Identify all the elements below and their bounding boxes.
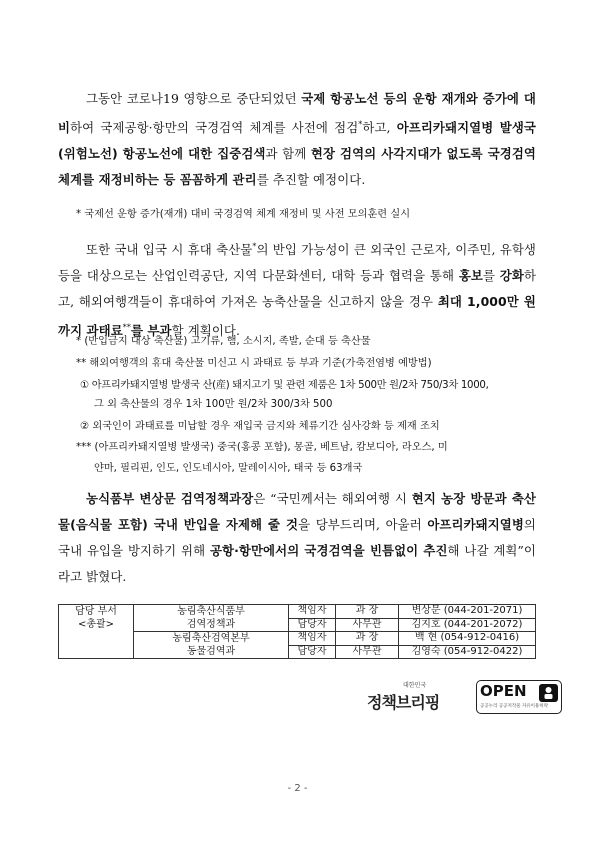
note-foreigner-sanctions: ② 외국인이 과태료를 미납할 경우 재입국 금지와 체류기간 심사강화 등 제재 조치 <box>80 421 440 432</box>
text: 을 당부드리며, 아울러 <box>298 517 428 532</box>
dept-cell <box>59 605 134 659</box>
open-caption: 공공누리 공공저작물 자유이용허락 <box>480 704 549 709</box>
emphasis: 아프리카돼지열병 발생국(위험노선) 항공노선에 대한 집중검색 <box>58 120 536 162</box>
office-cell <box>134 632 289 659</box>
text: 은 “국민께서는 해외여행 시 <box>253 491 412 506</box>
emphasis: 농식품부 변상문 검역정책과장 <box>86 491 254 506</box>
text: 그동안 코로나19 영향으로 중단되었던 <box>86 91 302 106</box>
text: 를 추진할 예정이다. <box>256 172 366 188</box>
person-cell: 김지호 (044-201-2072) <box>399 618 536 632</box>
paragraph-border-quarantine <box>58 86 536 193</box>
paragraph-public-awareness <box>58 234 536 344</box>
footnote-1: * 국제선 운항 증가(재개) 대비 국경검역 체계 재정비 및 사전 모의훈련 실시 <box>76 209 411 220</box>
role-cell: 담당자 <box>289 618 336 632</box>
title-cell: 사무관 <box>336 645 399 659</box>
text: 의 국내 유입을 방지하기 위해 <box>58 517 536 558</box>
person-cell: 김영숙 (054-912-0422) <box>399 645 536 659</box>
page-number: - 2 - <box>287 783 308 794</box>
dept-label: 담당 부서 <box>75 606 117 617</box>
text: 의 반입 가능성이 큰 외국인 근로자, 이주민, 유학생 등을 대상으로는 산업인력공단, 지역 다문화센터, 대학 등과 협력을 통해 <box>58 242 536 284</box>
title-cell: 과 장 <box>336 605 399 619</box>
office-division: 검역정책과 <box>186 619 236 630</box>
person-cell: 변상문 (044-201-2071) <box>399 605 536 619</box>
office-name: 농림축산검역본부 <box>172 633 250 644</box>
note-asf-countries-cont: 얀마, 필리핀, 인도, 인도네시아, 말레이시아, 태국 등 63개국 <box>94 463 363 474</box>
open-license-logo <box>476 680 562 714</box>
logo-caption: 대한민국 <box>403 682 427 689</box>
note-banned-products: * (반입금지 대상 축산물) 고기류, 햄, 소시지, 족발, 순대 등 축산물 <box>76 336 371 347</box>
attribution-icon <box>539 684 558 702</box>
note-asf-countries: *** (아프리카돼지열병 발생국) 중국(홍콩 포함), 몽골, 베트남, 캄보디아, 라오스, 미 <box>76 442 448 453</box>
open-wordmark: OPEN <box>480 682 527 700</box>
text: 해 나갈 계획”이라고 밝혔다. <box>58 543 536 584</box>
text: 하고, <box>362 120 397 136</box>
table-row <box>59 605 536 619</box>
text: 또한 국내 입국 시 휴대 축산물 <box>86 242 253 258</box>
emphasis: 홍보 <box>458 268 483 284</box>
emphasis: 현장 검역의 사각지대가 없도록 국경검역 체계를 재정비하는 등 꼼꼼하게 관리 <box>58 146 536 188</box>
office-cell <box>134 605 289 632</box>
dept-group: <총괄> <box>77 619 115 630</box>
text: 할 계획이다. <box>171 323 241 339</box>
role-cell: 책임자 <box>289 632 336 646</box>
text: 하고, 해외여행객들이 휴대하여 가져온 농축산물을 신고하지 않을 경우 <box>58 268 537 310</box>
office-name: 농림축산식품부 <box>177 606 245 617</box>
emphasis: 강화 <box>499 268 524 284</box>
contacts-table <box>58 604 536 659</box>
text: 를 <box>482 268 500 284</box>
emphasis: 최대 1,000만 원까지 과태료 <box>58 294 536 339</box>
role-cell: 책임자 <box>289 605 336 619</box>
note-asf-fines: ① 아프리카돼지열병 발생국 산(産) 돼지고기 및 관련 제품은 1차 500만 원/2차 750/3차 1000, <box>80 380 489 391</box>
person-cell: 백 현 (054-912-0416) <box>399 632 536 646</box>
office-division: 동물검역과 <box>186 646 236 657</box>
text: 하여 국제공항·항만의 국경검역 체계를 사전에 점검 <box>70 120 359 136</box>
note-asf-fines-cont: 그 외 축산물의 경우 1차 100만 원/2차 300/3차 500 <box>94 399 333 410</box>
title-cell: 사무관 <box>336 618 399 632</box>
text: 과 함께 <box>265 146 311 162</box>
footnote-mark: * <box>358 120 363 129</box>
emphasis: 현지 농장 방문과 축산물(음식물 포함) 국내 반입을 자제해 줄 것 <box>58 491 536 532</box>
footnote-mark: * <box>252 242 257 251</box>
role-cell: 담당자 <box>289 645 336 659</box>
policy-briefing-logo <box>367 680 447 713</box>
title-cell: 과 장 <box>336 632 399 646</box>
paragraph-quote <box>58 486 536 590</box>
emphasis: 를 부과 <box>130 323 172 339</box>
footnote-mark: ** <box>122 323 131 333</box>
emphasis: 국제 항공노선 등의 운항 재개와 증가에 대비 <box>58 91 536 136</box>
emphasis: 아프리카돼지열병 <box>427 517 524 532</box>
emphasis: 공항·항만에서의 국경검역을 빈틈없이 추진 <box>209 543 448 558</box>
note-fine-criteria: ** 해외여행객의 휴대 축산물 미신고 시 과태료 등 부과 기준(가축전염병 예방법) <box>76 358 432 369</box>
logo-wordmark: 정책브리핑 <box>367 693 440 712</box>
